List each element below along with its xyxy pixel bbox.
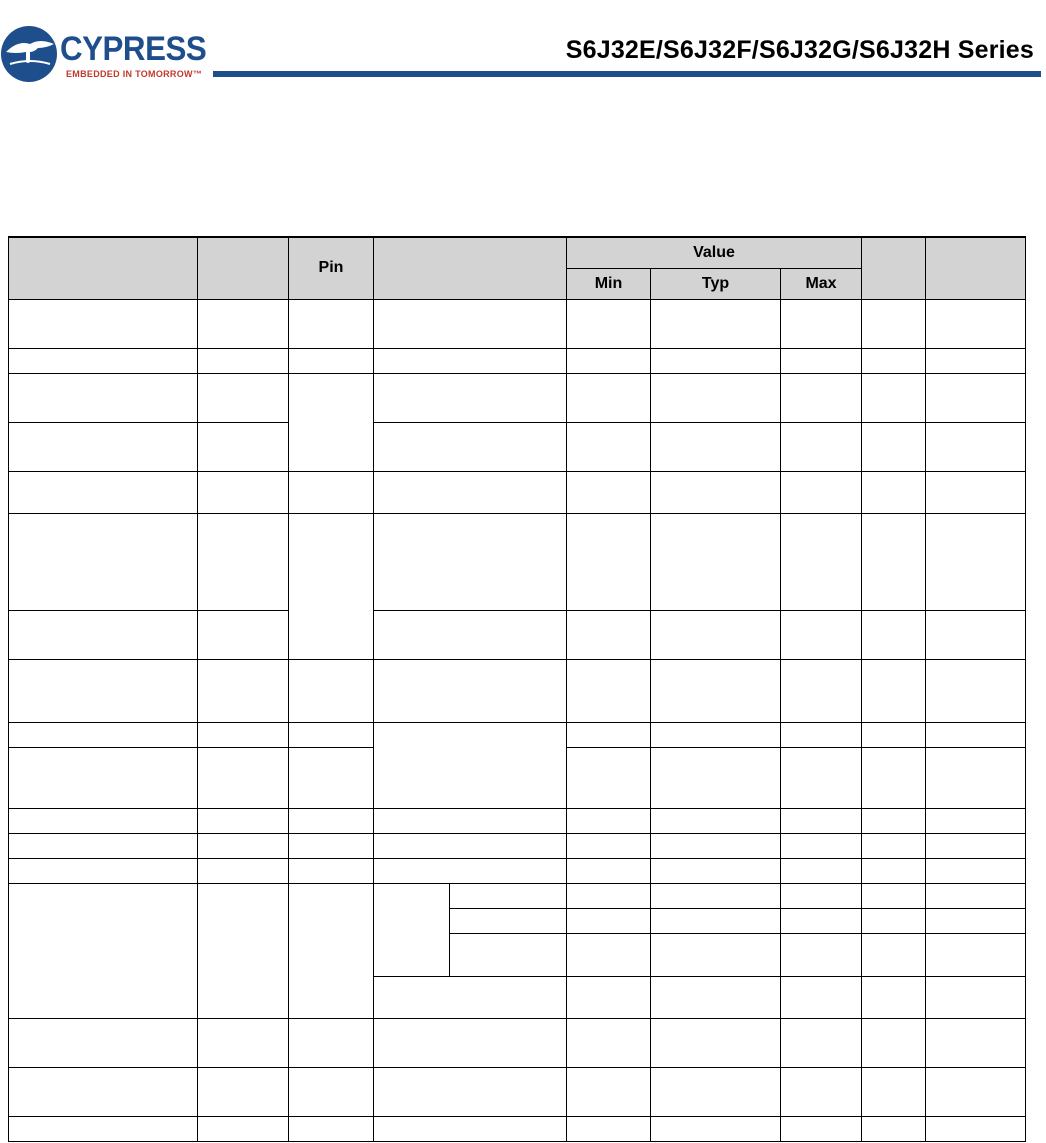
table-cell (651, 808, 781, 833)
table-cell (9, 1116, 198, 1141)
table-cell (926, 1067, 1026, 1116)
table-cell (781, 1067, 862, 1116)
table-cell (862, 1018, 926, 1067)
table-cell (450, 933, 567, 976)
table-cell (926, 833, 1026, 858)
table-cell (781, 1116, 862, 1141)
header-cell-parameter (9, 237, 198, 299)
table-cell (567, 908, 651, 933)
table-cell (926, 808, 1026, 833)
table-cell (289, 722, 374, 747)
table-cell (198, 422, 289, 471)
table-cell (781, 513, 862, 610)
table-cell (926, 471, 1026, 513)
table-cell (567, 610, 651, 659)
table-cell (781, 471, 862, 513)
table-cell (567, 1116, 651, 1141)
series-title: S6J32E/S6J32F/S6J32G/S6J32H Series (565, 36, 1034, 64)
table-cell (374, 422, 567, 471)
table-cell (781, 747, 862, 808)
table-cell (567, 747, 651, 808)
table-cell (198, 471, 289, 513)
table-row (9, 513, 1026, 610)
table-cell (289, 659, 374, 722)
table-cell (374, 883, 450, 976)
table-cell (198, 883, 289, 1018)
table-cell (289, 471, 374, 513)
table-cell (862, 422, 926, 471)
table-cell (651, 373, 781, 422)
table-cell (781, 348, 862, 373)
table-cell (862, 747, 926, 808)
table-cell (9, 348, 198, 373)
table-cell (289, 747, 374, 808)
table-cell (781, 722, 862, 747)
table-cell (198, 858, 289, 883)
table-cell (9, 1067, 198, 1116)
table-cell (567, 808, 651, 833)
table-cell (450, 883, 567, 908)
header-cell-pin: Pin (289, 237, 374, 299)
table-cell (198, 1116, 289, 1141)
table-cell (9, 833, 198, 858)
table-row (9, 610, 1026, 659)
header-cell-max: Max (781, 268, 862, 299)
table-cell (289, 833, 374, 858)
table-cell (374, 976, 567, 1018)
table-cell (289, 299, 374, 348)
table-cell (567, 722, 651, 747)
table-cell (926, 1116, 1026, 1141)
table-cell (651, 348, 781, 373)
table-cell (374, 1067, 567, 1116)
table-cell (567, 833, 651, 858)
table-cell (198, 1067, 289, 1116)
table-cell (651, 883, 781, 908)
table-cell (926, 422, 1026, 471)
table-cell (651, 422, 781, 471)
table-cell (862, 908, 926, 933)
logo-tagline: EMBEDDED IN TOMORROW™ (66, 69, 203, 79)
page-header (0, 0, 1046, 90)
table-cell (781, 908, 862, 933)
table-cell (862, 659, 926, 722)
table-cell (862, 299, 926, 348)
header-cell-value: Value (567, 237, 862, 268)
table-row (9, 471, 1026, 513)
table-cell (374, 471, 567, 513)
table-cell (781, 808, 862, 833)
table-row (9, 858, 1026, 883)
table-cell (651, 722, 781, 747)
table-cell (198, 808, 289, 833)
table-cell (651, 610, 781, 659)
table-row (9, 722, 1026, 747)
table-cell (9, 299, 198, 348)
table-cell (926, 747, 1026, 808)
table-cell (374, 1018, 567, 1067)
table-cell (926, 299, 1026, 348)
table-row (9, 348, 1026, 373)
table-cell (567, 976, 651, 1018)
table-cell (9, 422, 198, 471)
header-cell-unit (862, 237, 926, 299)
table-cell (926, 373, 1026, 422)
table-cell (781, 833, 862, 858)
cypress-tree-icon (0, 18, 60, 84)
table-cell (9, 610, 198, 659)
table-cell (374, 858, 567, 883)
table-cell (926, 858, 1026, 883)
header-cell-typ: Typ (651, 268, 781, 299)
cypress-logo (0, 18, 210, 84)
table-cell (651, 908, 781, 933)
table-cell (926, 908, 1026, 933)
table-cell (289, 513, 374, 659)
table-cell (926, 722, 1026, 747)
table-cell (198, 373, 289, 422)
table-cell (781, 858, 862, 883)
table-cell (9, 1018, 198, 1067)
table-cell (198, 513, 289, 610)
table-cell (926, 933, 1026, 976)
table-cell (198, 348, 289, 373)
table-row (9, 299, 1026, 348)
header-cell-remarks (926, 237, 1026, 299)
table-cell (651, 513, 781, 610)
table-cell (862, 933, 926, 976)
table-cell (198, 659, 289, 722)
table-cell (289, 883, 374, 1018)
table-cell (289, 1116, 374, 1141)
table-cell (198, 610, 289, 659)
table-row (9, 1018, 1026, 1067)
spec-table (8, 236, 1026, 1142)
table-cell (374, 513, 567, 610)
table-cell (926, 976, 1026, 1018)
table-cell (862, 976, 926, 1018)
table-cell (289, 348, 374, 373)
header-cell-min: Min (567, 268, 651, 299)
table-cell (374, 373, 567, 422)
table-cell (567, 422, 651, 471)
table-cell (651, 933, 781, 976)
table-cell (862, 858, 926, 883)
header-divider (213, 71, 1041, 77)
table-cell (374, 659, 567, 722)
table-cell (862, 610, 926, 659)
table-cell (374, 833, 567, 858)
table-cell (781, 976, 862, 1018)
table-cell (9, 659, 198, 722)
table-cell (374, 348, 567, 373)
table-cell (926, 659, 1026, 722)
table-cell (926, 348, 1026, 373)
table-row (9, 1067, 1026, 1116)
table-cell (781, 933, 862, 976)
table-cell (862, 833, 926, 858)
table-cell (374, 610, 567, 659)
table-cell (198, 833, 289, 858)
logo-wordmark: CYPRESS (60, 30, 207, 68)
table-cell (651, 858, 781, 883)
table-cell (289, 1018, 374, 1067)
table-cell (198, 299, 289, 348)
table-cell (567, 1018, 651, 1067)
table-cell (862, 373, 926, 422)
header-cell-conditions (374, 237, 567, 299)
table-cell (926, 610, 1026, 659)
table-cell (567, 858, 651, 883)
table-cell (567, 299, 651, 348)
table-cell (651, 747, 781, 808)
table-cell (926, 513, 1026, 610)
table-cell (9, 471, 198, 513)
table-cell (781, 1018, 862, 1067)
table-cell (781, 422, 862, 471)
table-cell (374, 1116, 567, 1141)
table-row (9, 808, 1026, 833)
table-cell (9, 513, 198, 610)
table-cell (651, 659, 781, 722)
table-cell (862, 1067, 926, 1116)
table-cell (567, 513, 651, 610)
table-cell (567, 1067, 651, 1116)
table-cell (9, 747, 198, 808)
table-cell (198, 747, 289, 808)
table-cell (567, 373, 651, 422)
table-cell (862, 471, 926, 513)
table-cell (651, 1116, 781, 1141)
table-row (9, 1116, 1026, 1141)
table-cell (567, 883, 651, 908)
table-cell (9, 883, 198, 1018)
table-cell (567, 933, 651, 976)
table-cell (198, 1018, 289, 1067)
table-cell (289, 808, 374, 833)
table-cell (9, 858, 198, 883)
table-cell (651, 1018, 781, 1067)
table-row (9, 883, 1026, 908)
table-cell (9, 373, 198, 422)
table-cell (289, 1067, 374, 1116)
table-cell (781, 299, 862, 348)
table-cell (567, 348, 651, 373)
table-cell (374, 808, 567, 833)
table-cell (862, 1116, 926, 1141)
table-cell (862, 513, 926, 610)
table-cell (781, 610, 862, 659)
table-cell (374, 299, 567, 348)
table-cell (374, 722, 567, 808)
table-cell (9, 808, 198, 833)
table-cell (781, 883, 862, 908)
table-cell (781, 659, 862, 722)
table-row (9, 833, 1026, 858)
table-cell (926, 1018, 1026, 1067)
table-cell (926, 883, 1026, 908)
table-cell (862, 808, 926, 833)
table-cell (651, 833, 781, 858)
table-cell (651, 471, 781, 513)
table-cell (289, 373, 374, 471)
table-cell (862, 722, 926, 747)
table-cell (289, 858, 374, 883)
table-cell (9, 722, 198, 747)
header-cell-symbol (198, 237, 289, 299)
table-row (9, 659, 1026, 722)
table-row (9, 422, 1026, 471)
table-cell (651, 1067, 781, 1116)
table-cell (198, 722, 289, 747)
table-cell (450, 908, 567, 933)
table-cell (651, 976, 781, 1018)
table-cell (781, 373, 862, 422)
table-cell (567, 471, 651, 513)
table-cell (567, 659, 651, 722)
table-cell (862, 348, 926, 373)
table-cell (862, 883, 926, 908)
table-cell (651, 299, 781, 348)
table-row (9, 373, 1026, 422)
